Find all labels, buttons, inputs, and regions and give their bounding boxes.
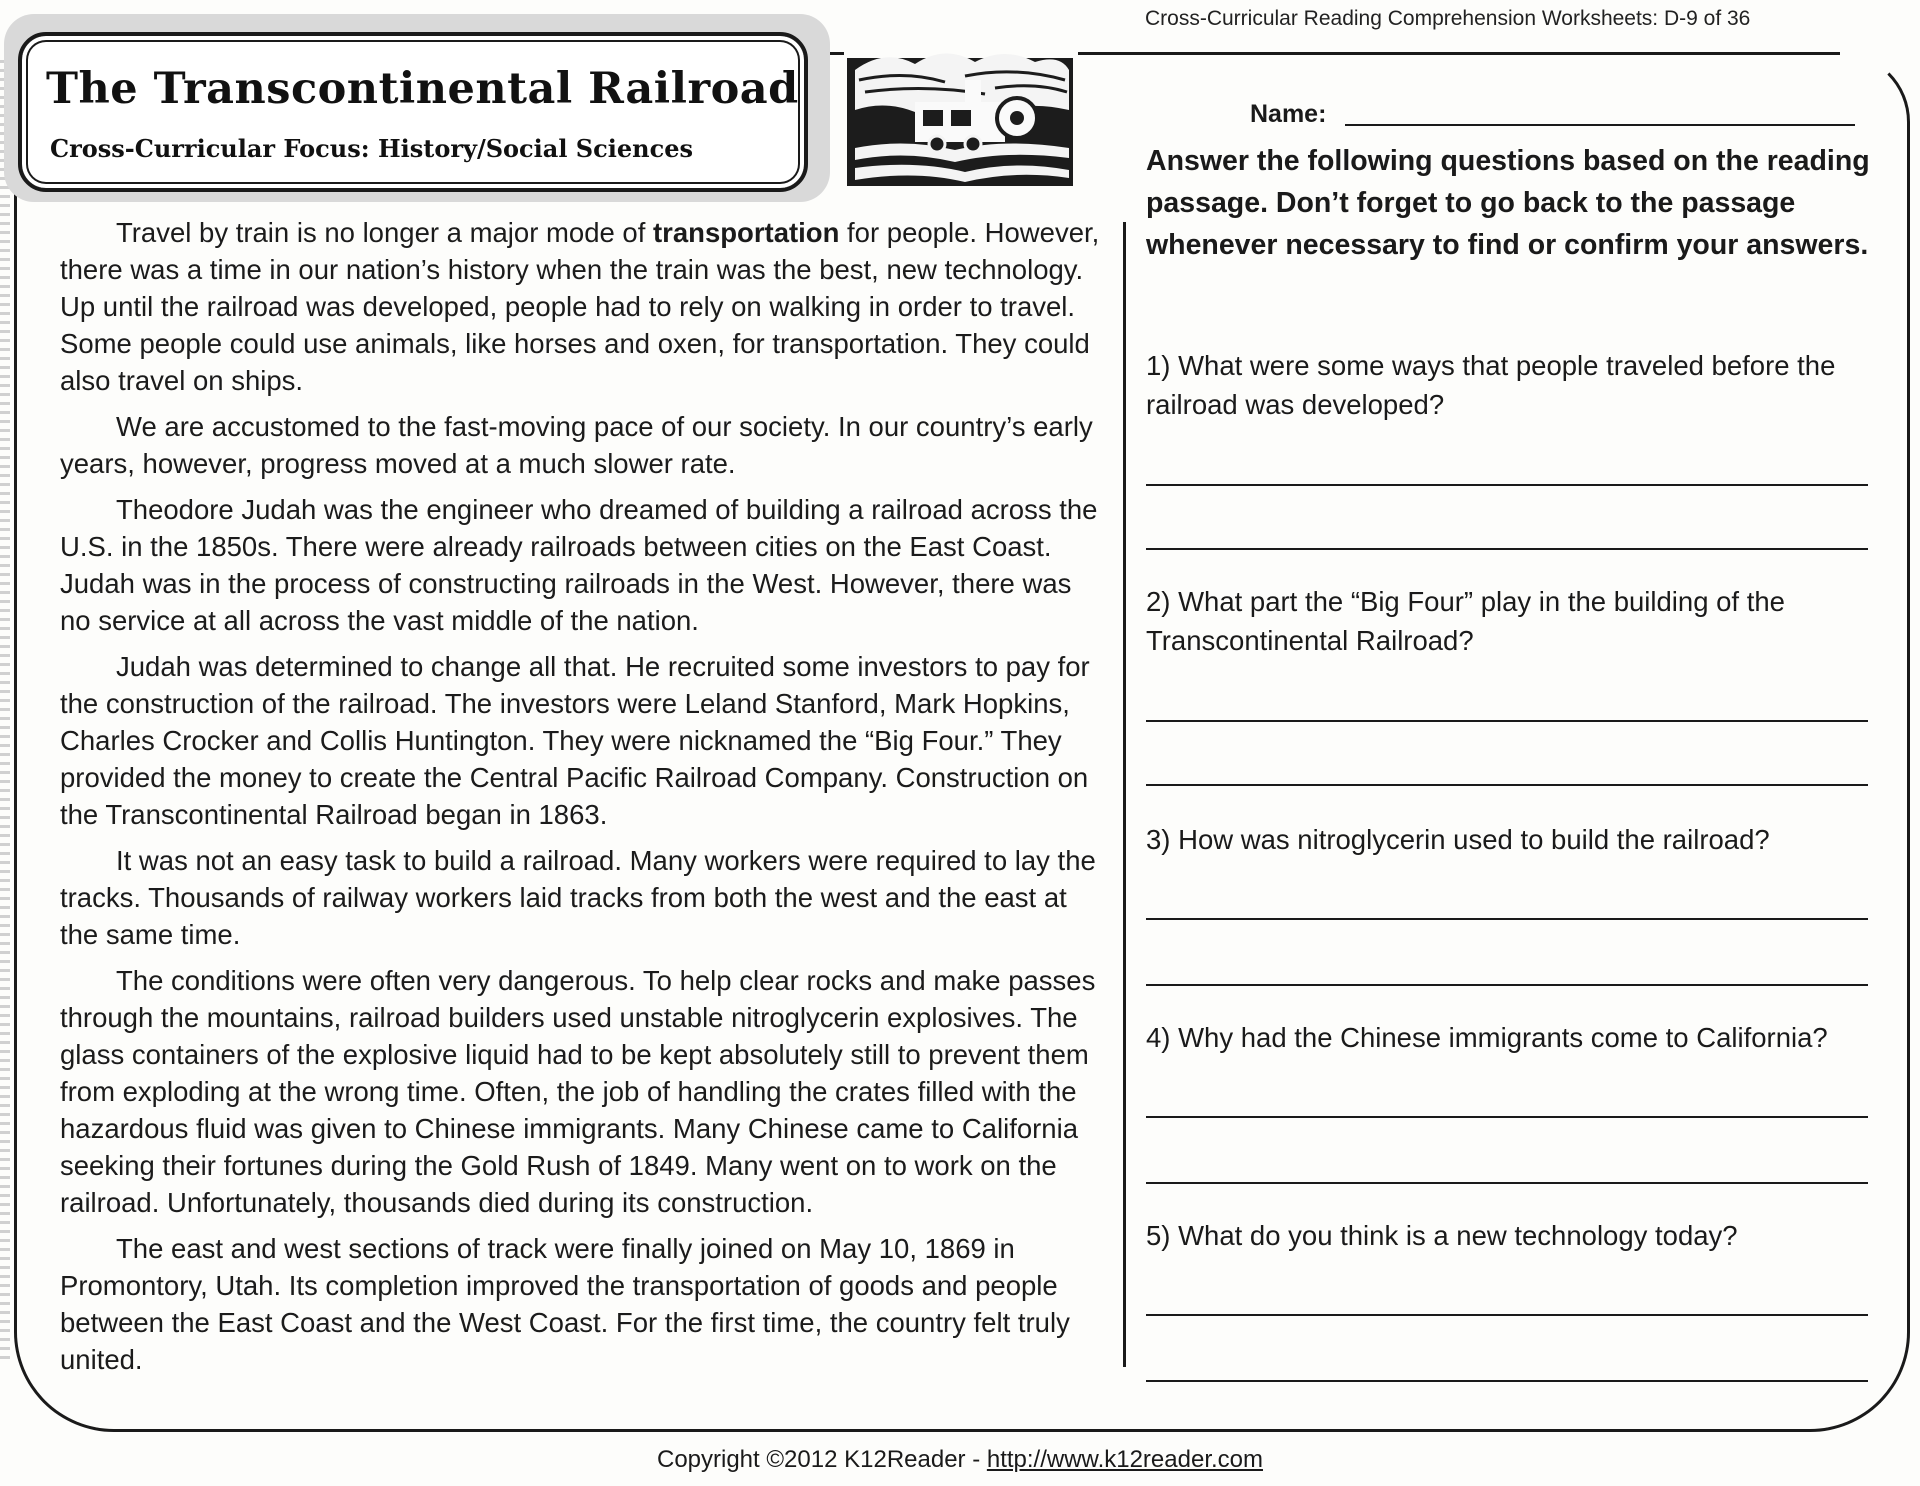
paragraph-1 bbox=[60, 214, 1100, 399]
paragraph-4: Judah was determined to change all that. He recruited some investors to pay for the construction of the railroad. The investors were Leland Stanford, Mark Hopkins, Charles Crocker and Collis Huntington. They were nicknamed the “Big Four.” They provided the money to create the Central Pacific Railroad Company. Construction on the Transcontinental Railroad began in 1863. bbox=[60, 651, 1090, 830]
answer-line[interactable] bbox=[1146, 918, 1868, 920]
copyright-text: Copyright ©2012 K12Reader - bbox=[656, 1446, 987, 1473]
paragraph-7: The east and west sections of track were finally joined on May 10, 1869 in Promontory, Utah. Its completion improved the transportation of goods and people between the East Coast and the West Coast. For the first time, the country felt truly united. bbox=[60, 1233, 1070, 1375]
worksheet-info: Cross-Curricular Reading Comprehension Worksheets: D-9 of 36 bbox=[1145, 7, 1751, 30]
question-1: 1) What were some ways that people traveled before the railroad was developed? bbox=[1146, 350, 1836, 420]
paragraph-1-text-cont: for people. However, there was a time in our nation’s history when the train was the best, new technology. Up until the railroad was developed, people had to rely on walking in order to travel. Some people could use animals, like horses and oxen, for transportation. They could also travel on ships. bbox=[60, 217, 1100, 396]
question-2: 2) What part the “Big Four” play in the building of the Transcontinental Railroad? bbox=[1146, 586, 1785, 656]
question-4: 4) Why had the Chinese immigrants come to California? bbox=[1146, 1022, 1828, 1053]
name-field[interactable] bbox=[1345, 124, 1855, 126]
answer-line[interactable] bbox=[1146, 548, 1868, 550]
k12reader-link[interactable]: http://www.k12reader.com bbox=[986, 1446, 1263, 1473]
bold-term: transportation bbox=[653, 217, 840, 248]
paragraph-1-text: Travel by train is no longer a major mode of bbox=[116, 217, 654, 248]
answer-line[interactable] bbox=[1146, 484, 1868, 486]
paragraph-3: Theodore Judah was the engineer who dreamed of building a railroad across the U.S. in the 1850s. There were already railroads between cities on the East Coast. Judah was in the process of constructing railroads in the West. However, there was no service at all across the vast middle of the nation. bbox=[60, 494, 1098, 636]
cross-curricular-focus: Cross-Curricular Focus: History/Social Sciences bbox=[50, 134, 693, 163]
paragraph-2: We are accustomed to the fast-moving pace of our society. In our country’s early years, however, progress moved at a much slower rate. bbox=[60, 411, 1093, 479]
answer-line[interactable] bbox=[1146, 1314, 1868, 1316]
worksheet-title: The Transcontinental Railroad bbox=[46, 64, 799, 114]
scan-edge bbox=[0, 60, 10, 1360]
answer-line[interactable] bbox=[1146, 1116, 1868, 1118]
question-5: 5) What do you think is a new technology today? bbox=[1146, 1220, 1738, 1251]
question-3: 3) How was nitroglycerin used to build the railroad? bbox=[1146, 824, 1770, 855]
answer-line[interactable] bbox=[1146, 1380, 1868, 1382]
reading-passage bbox=[60, 214, 1100, 1387]
answer-line[interactable] bbox=[1146, 1182, 1868, 1184]
name-label: Name: bbox=[1250, 100, 1327, 128]
paragraph-5: It was not an easy task to build a railroad. Many workers were required to lay the tracks. Thousands of railway workers laid tracks from both the west and the east at the same time. bbox=[60, 845, 1096, 950]
answer-line[interactable] bbox=[1146, 784, 1868, 786]
answer-line[interactable] bbox=[1146, 720, 1868, 722]
column-divider bbox=[1123, 222, 1126, 1367]
instructions: Answer the following questions based on the reading passage. Don’t forget to go back to the passage whenever necessary to find or confirm your answers. bbox=[1146, 145, 1870, 261]
paragraph-6: The conditions were often very dangerous. To help clear rocks and make passes through the mountains, railroad builders used unstable nitroglycerin explosives. The glass containers of the explosive liquid had to be kept absolutely still to prevent them from exploding at the wrong time. Often, the job of handling the crates filled with the hazardous fluid was given to Chinese immigrants. Many Chinese came to California seeking their fortunes during the Gold Rush of 1849. Many went on to work on the railroad. Unfortunately, thousands died during its construction. bbox=[60, 965, 1096, 1218]
answer-line[interactable] bbox=[1146, 984, 1868, 986]
train-woodcut-icon bbox=[845, 40, 1075, 190]
copyright-footer bbox=[0, 1446, 1920, 1474]
